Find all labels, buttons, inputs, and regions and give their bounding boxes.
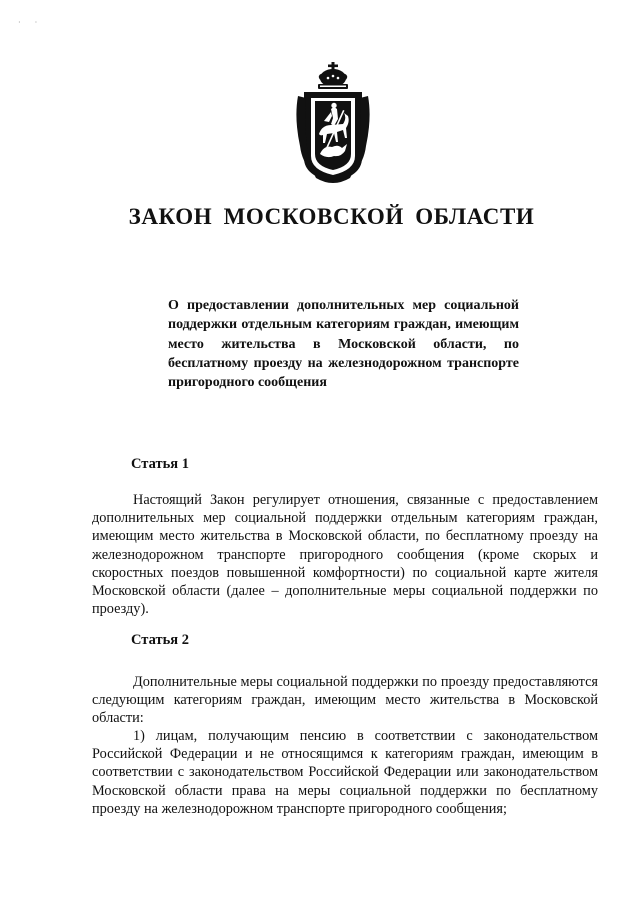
article-1-heading: Статья 1 <box>131 456 189 472</box>
document-title: ЗАКОН МОСКОВСКОЙ ОБЛАСТИ <box>128 204 535 229</box>
article-2-item-1: 1) лицам, получающим пенсию в соответствии с законодательством Российской Федерации и не относящимся к категориям граждан, имеющим в соответствии с законодательством Российской Федерации или законодательством Московской области права на меры социальной поддержки по бесплатному проезду на железнодорожном транспорте пригородного сообщения; <box>92 728 598 817</box>
article-2-heading: Статья 2 <box>131 632 189 648</box>
coat-of-arms-icon <box>286 58 380 186</box>
article-1-paragraph: Настоящий Закон регулирует отношения, связанные с предоставлением дополнительных мер социальной поддержки отдельным категориям граждан, имеющим место жительства в Московской области, по бесплатному проезду на железнодорожном транспорте пригородного сообщения (кроме скорых и скоростных поездов повышенной комфортности) по социальной карте жителя Московской области (далее – дополнительные меры социальной поддержки по проезду). <box>92 492 598 618</box>
scan-mark: · · <box>18 18 44 27</box>
article-2-paragraph-intro: Дополнительные меры социальной поддержки по проезду предоставляются следующим категориям граждан, имеющим место жительства в Московской области: <box>92 674 598 727</box>
document-subject: О предоставлении дополнительных мер социальной поддержки отдельным категориям граждан, имеющим место жительства в Московской области, по бесплатному проезду на железнодорожном транспорте пригородного сообщения <box>168 298 519 391</box>
